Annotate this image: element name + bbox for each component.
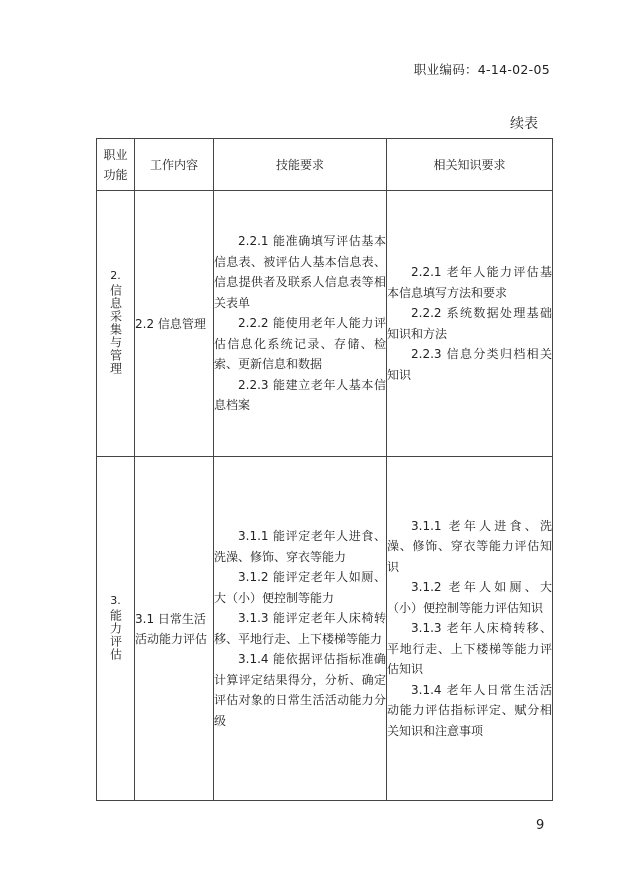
- function-name: 能力评估: [108, 608, 123, 661]
- skills-cell: [214, 191, 387, 457]
- header-knowledge: 相关知识要求: [387, 139, 553, 191]
- skill-item: 3.1.4 能依据评估指标准确计算评定结果得分，分析、确定评估对象的日常生活活动能力分级: [214, 652, 386, 728]
- skills-cell: [214, 457, 387, 801]
- skill-item: 3.1.3 能评定老年人床椅转移、平地行走、上下楼梯等能力: [214, 611, 386, 646]
- header-work-content: 工作内容: [135, 139, 214, 191]
- table-row: [97, 191, 553, 457]
- skill-item: 2.2.1 能准确填写评估基本信息表、被评估人基本信息表、信息提供者及联系人信息表等相关表单: [214, 234, 386, 310]
- knowledge-item: 3.1.4 老年人日常生活活动能力评估指标评定、赋分相关知识和注意事项: [387, 682, 552, 738]
- skill-item: 3.1.2 能评定老年人如厕、大（小）便控制等能力: [214, 570, 386, 605]
- function-cell: [97, 457, 135, 801]
- continuation-label: 续表: [510, 116, 538, 132]
- skill-item: 2.2.2 能使用老年人能力评估信息化系统记录、存储、检索、更新信息和数据: [214, 316, 386, 372]
- page-number: 9: [536, 818, 545, 833]
- function-number: 3.: [110, 593, 121, 607]
- knowledge-cell: [387, 457, 553, 801]
- knowledge-item: 2.2.2 系统数据处理基础知识和方法: [387, 306, 552, 341]
- work-content-cell: 2.2 信息管理: [135, 191, 214, 457]
- function-cell: [97, 191, 135, 457]
- knowledge-item: 2.2.3 信息分类归档相关知识: [387, 347, 552, 382]
- work-content-cell: 3.1 日常生活活动能力评估: [135, 457, 214, 801]
- occupation-code: 职业编码：4-14-02-05: [413, 62, 550, 77]
- knowledge-cell: [387, 191, 553, 457]
- function-name: 信息采集与管理: [108, 284, 123, 375]
- knowledge-item: 2.2.1 老年人能力评估基本信息填写方法和要求: [387, 265, 552, 300]
- table-header-row: [97, 139, 553, 191]
- skill-item: 3.1.1 能评定老年人进食、洗澡、修饰、穿衣等能力: [214, 529, 386, 564]
- knowledge-item: 3.1.2 老年人如厕、大（小）便控制等能力评估知识: [387, 580, 552, 615]
- header-function: 职业 功能: [97, 139, 135, 191]
- skill-item: 2.2.3 能建立老年人基本信息档案: [214, 377, 386, 413]
- knowledge-item: 3.1.1 老年人进食、洗澡、修饰、穿衣等能力评估知识: [387, 518, 552, 574]
- skills-table: [96, 138, 553, 801]
- table-row: [97, 457, 553, 801]
- knowledge-item: 3.1.3 老年人床椅转移、平地行走、上下楼梯等能力评估知识: [387, 621, 552, 677]
- header-skills: 技能要求: [214, 139, 387, 191]
- function-number: 2.: [110, 269, 121, 282]
